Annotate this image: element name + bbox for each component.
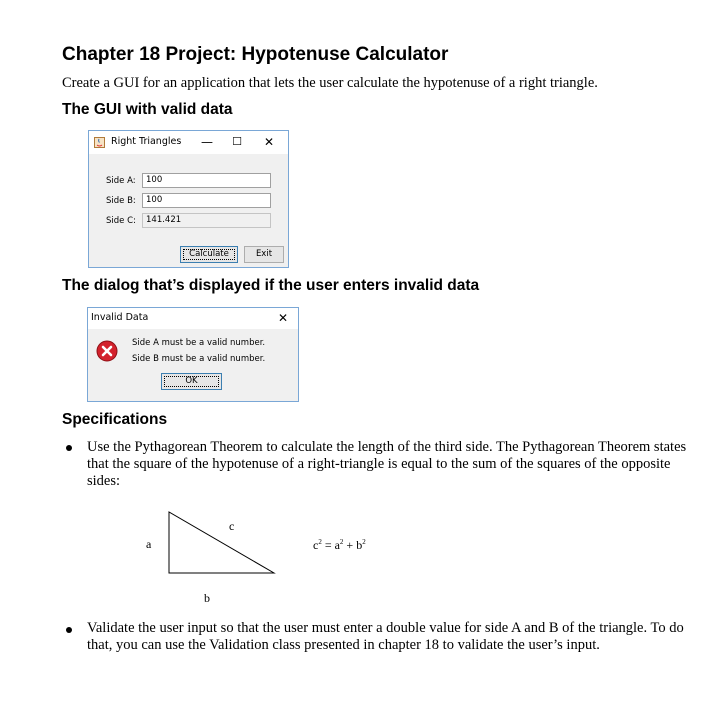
focus-ring [183, 249, 235, 260]
side-a-input[interactable]: 100 [142, 173, 271, 188]
dialog-title: Invalid Data [91, 312, 149, 323]
formula-sup: 2 [318, 538, 322, 546]
invalid-data-dialog [87, 307, 299, 402]
spec-paragraph-2: Validate the user input so that the user must enter a double value for side A and B of the triangle. To do that, you can use the Validation class presented in chapter 18 to validate the user’s input. [87, 620, 684, 653]
section-heading-invalid: The dialog that’s displayed if the user enters invalid data [62, 277, 480, 294]
java-app-icon [94, 137, 105, 148]
formula-sup: 2 [339, 538, 344, 546]
formula-sup: 2 [362, 538, 366, 546]
triangle-shape [169, 512, 274, 573]
calculate-label: Calculate [189, 249, 229, 259]
side-b-input[interactable]: 100 [142, 193, 271, 208]
window-titlebar [89, 131, 288, 154]
formula-eq: = a [321, 538, 340, 552]
ok-label: OK [185, 376, 198, 386]
error-message-side-b: Side B must be a valid number. [132, 354, 266, 364]
side-c-output: 141.421 [142, 213, 271, 228]
side-b-label: Side B: [106, 196, 136, 206]
pythagorean-formula [313, 538, 366, 553]
side-a-label: Side A: [106, 176, 136, 186]
close-icon[interactable]: ✕ [277, 311, 289, 325]
exit-button[interactable]: Exit [244, 246, 284, 263]
side-label-a: a [146, 537, 152, 551]
side-c-label: Side C: [106, 216, 136, 226]
calculate-button[interactable] [180, 246, 238, 263]
page-title: Chapter 18 Project: Hypotenuse Calculator [62, 44, 449, 65]
ok-button[interactable] [161, 373, 222, 390]
window-title: Right Triangles [111, 136, 182, 147]
section-heading-specs: Specifications [62, 411, 168, 428]
minimize-icon[interactable]: — [201, 135, 213, 149]
bullet-icon [66, 445, 72, 451]
maximize-icon[interactable]: ☐ [232, 135, 242, 148]
side-label-c: c [229, 519, 235, 533]
formula-c: c [313, 538, 319, 552]
spec-paragraph-1: Use the Pythagorean Theorem to calculate the length of the third side. The Pythagorean Theorem states that the square of the hypotenuse of a right-triangle is equal to the sum of the squares of the opposite sides: [87, 439, 687, 489]
formula-plus: + b [343, 538, 363, 552]
side-label-b: b [204, 591, 210, 605]
bullet-icon [66, 627, 72, 633]
error-message-side-a: Side A must be a valid number. [132, 338, 266, 348]
section-heading-valid: The GUI with valid data [62, 101, 233, 118]
right-triangle-diagram [140, 505, 290, 610]
focus-ring [164, 376, 219, 387]
dialog-titlebar [88, 308, 298, 329]
error-icon [96, 340, 118, 362]
intro-text: Create a GUI for an application that lets the user calculate the hypotenuse of a right triangle. [62, 75, 598, 91]
right-triangles-window [88, 130, 289, 268]
close-icon[interactable]: ✕ [263, 135, 275, 149]
